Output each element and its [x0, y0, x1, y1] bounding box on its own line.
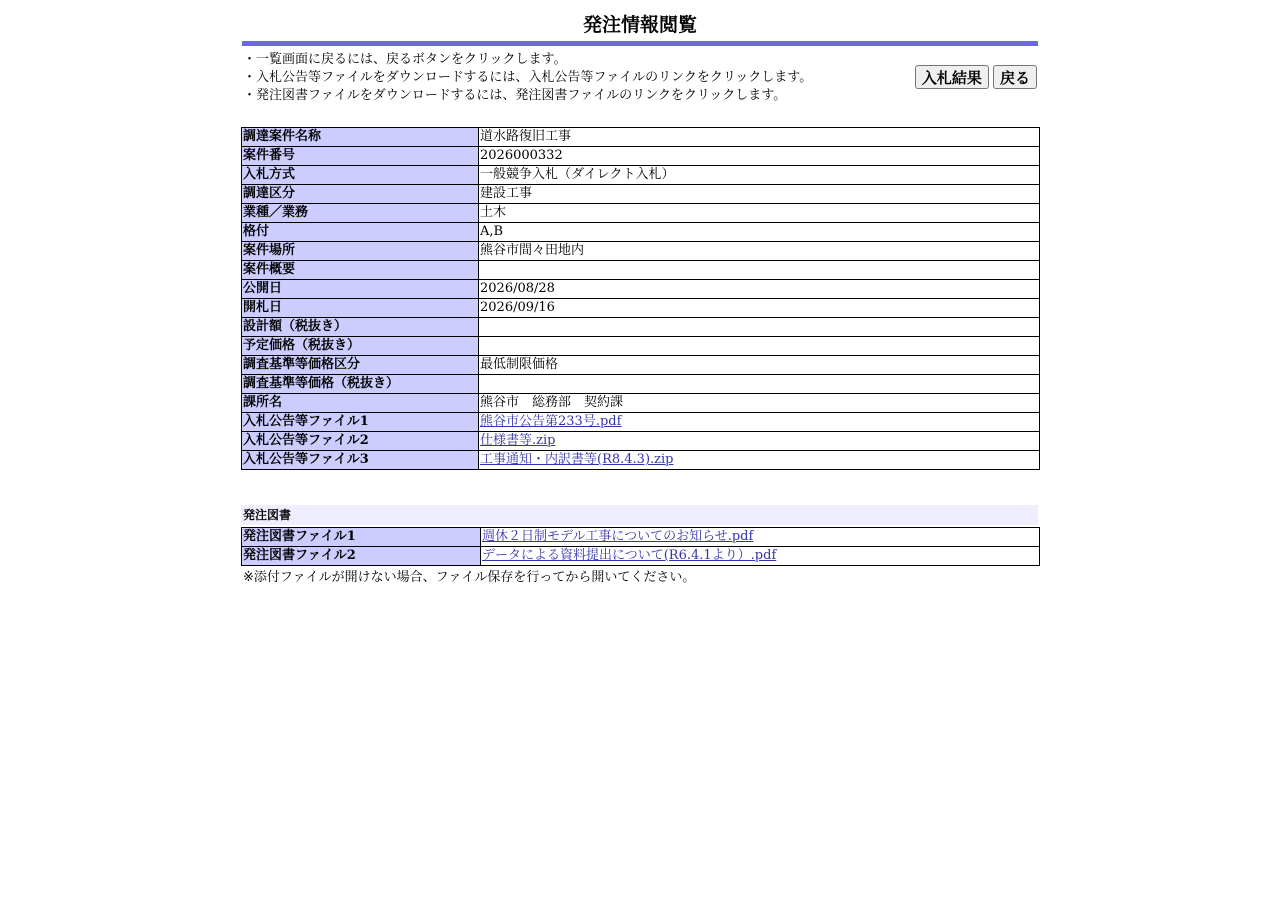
row-value: 2026/09/16: [479, 299, 1040, 318]
drawings-table: [241, 527, 1040, 566]
row-value: 道水路復旧工事: [479, 128, 1040, 147]
table-row: [242, 413, 1040, 432]
table-row: [242, 280, 1040, 299]
table-row: [242, 147, 1040, 166]
row-value: 2026/08/28: [479, 280, 1040, 299]
row-value: [481, 547, 1040, 566]
row-value: [479, 261, 1040, 280]
row-value: A,B: [479, 223, 1040, 242]
row-label: 案件場所: [242, 242, 479, 261]
table-row: [242, 128, 1040, 147]
row-label: 設計額（税抜き）: [242, 318, 479, 337]
table-row: [242, 299, 1040, 318]
table-row: [242, 223, 1040, 242]
table-row: [242, 242, 1040, 261]
row-value: 最低制限価格: [479, 356, 1040, 375]
row-value: [479, 337, 1040, 356]
row-label: 開札日: [242, 299, 479, 318]
procurement-info-table: [241, 127, 1040, 470]
table-row: [242, 528, 1040, 547]
row-label: 入札公告等ファイル2: [242, 432, 479, 451]
procurement-info-body: [242, 128, 1040, 470]
row-value: 土木: [479, 204, 1040, 223]
row-label: 調査基準等価格区分: [242, 356, 479, 375]
row-value: 一般競争入札（ダイレクト入札）: [479, 166, 1040, 185]
table-row: [242, 204, 1040, 223]
row-value: [479, 451, 1040, 470]
bid-result-button[interactable]: 入札結果: [915, 65, 989, 89]
row-label: 案件概要: [242, 261, 479, 280]
drawings-body: [242, 528, 1040, 566]
page-title: 発注情報閲覧: [582, 14, 697, 36]
table-row: [242, 432, 1040, 451]
row-label: 課所名: [242, 394, 479, 413]
row-value: 建設工事: [479, 185, 1040, 204]
row-label: 調達案件名称: [242, 128, 479, 147]
row-value: [481, 528, 1040, 547]
table-row: [242, 337, 1040, 356]
table-row: [242, 394, 1040, 413]
page-container: [241, 12, 1039, 587]
table-row: [242, 547, 1040, 566]
instruction-item: ・入札公告等ファイルをダウンロードするには、入札公告等ファイルのリンクをクリックします。: [243, 70, 813, 85]
table-row: [242, 356, 1040, 375]
row-label: 入札公告等ファイル3: [242, 451, 479, 470]
bid-notice-file-link[interactable]: 工事通知・内訳書等(R8.4.3).zip: [480, 452, 674, 467]
row-label: 入札方式: [242, 166, 479, 185]
row-label: 公開日: [242, 280, 479, 299]
row-label: 案件番号: [242, 147, 479, 166]
instructions-area: [241, 51, 1039, 113]
drawing-file-link[interactable]: データによる資料提出について(R6.4.1より）.pdf: [482, 548, 777, 563]
row-value: 熊谷市 総務部 契約課: [479, 394, 1040, 413]
row-value: [479, 318, 1040, 337]
back-button[interactable]: 戻る: [993, 65, 1037, 89]
row-value: [479, 413, 1040, 432]
row-value: [479, 375, 1040, 394]
bid-notice-file-link[interactable]: 仕様書等.zip: [480, 433, 556, 448]
drawing-file-link[interactable]: 週休２日制モデル工事についてのお知らせ.pdf: [482, 529, 754, 544]
row-label: 調査基準等価格（税抜き）: [242, 375, 479, 394]
row-label: 格付: [242, 223, 479, 242]
table-row: [242, 451, 1040, 470]
row-label: 発注図書ファイル2: [242, 547, 481, 566]
instruction-item: ・発注図書ファイルをダウンロードするには、発注図書ファイルのリンクをクリックします。: [243, 88, 787, 103]
row-label: 調達区分: [242, 185, 479, 204]
row-label: 入札公告等ファイル1: [242, 413, 479, 432]
table-row: [242, 185, 1040, 204]
attachment-note: ※添付ファイルが開けない場合、ファイル保存を行ってから開いてください。: [243, 570, 696, 585]
row-label: 予定価格（税抜き）: [242, 337, 479, 356]
drawings-section-title: 発注図書: [241, 505, 1038, 525]
row-value: 熊谷市間々田地内: [479, 242, 1040, 261]
button-group: [915, 65, 1037, 89]
title-divider: [242, 41, 1038, 46]
bid-notice-file-link[interactable]: 熊谷市公告第233号.pdf: [480, 414, 622, 429]
row-value: [479, 432, 1040, 451]
row-label: 発注図書ファイル1: [242, 528, 481, 547]
row-label: 業種／業務: [242, 204, 479, 223]
table-row: [242, 166, 1040, 185]
table-row: [242, 375, 1040, 394]
table-row: [242, 318, 1040, 337]
row-value: 2026000332: [479, 147, 1040, 166]
instruction-item: ・一覧画面に戻るには、戻るボタンをクリックします。: [243, 52, 567, 67]
table-row: [242, 261, 1040, 280]
